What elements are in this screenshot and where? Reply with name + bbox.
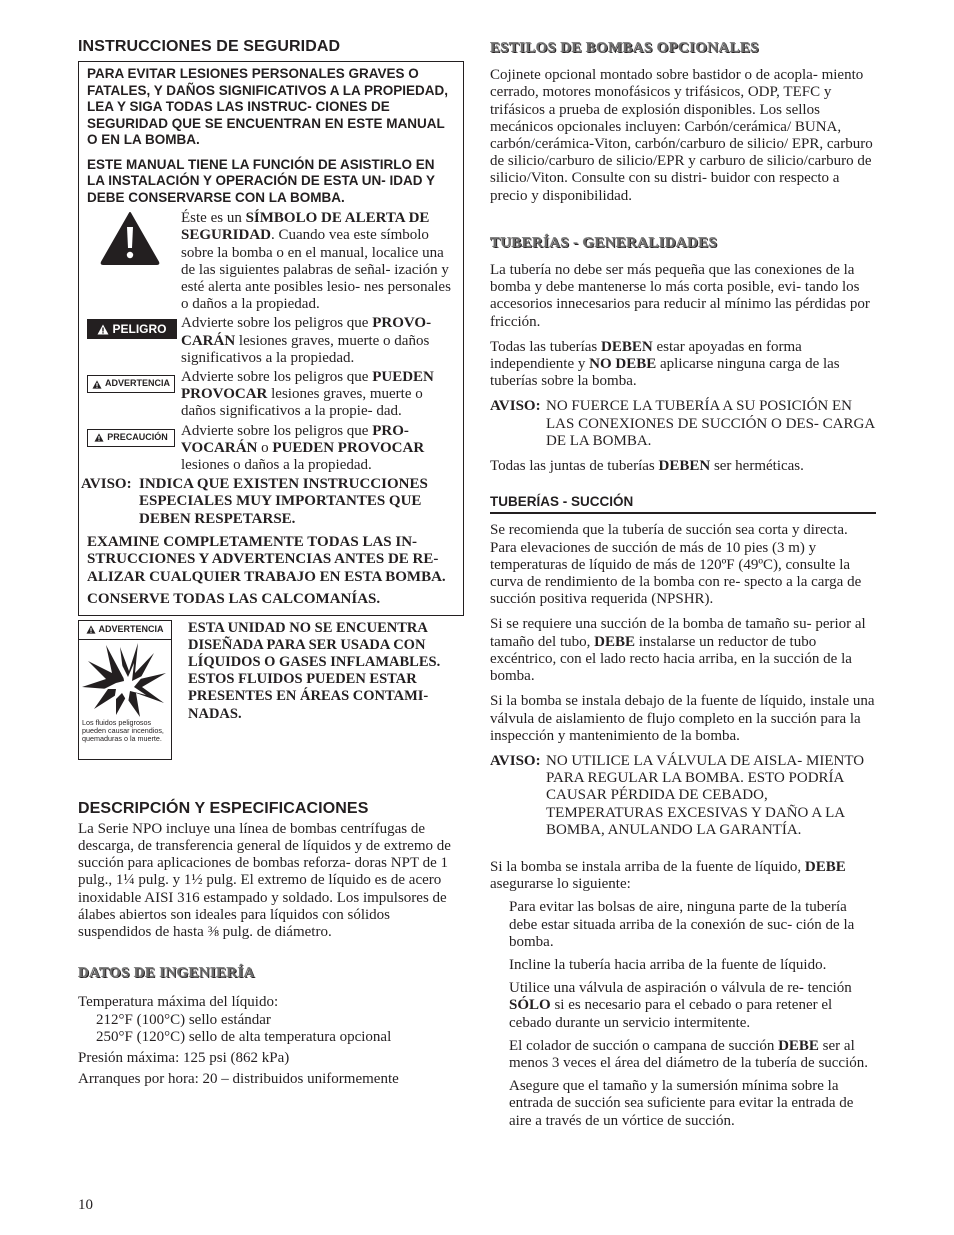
explosion-icon bbox=[80, 641, 168, 719]
alert-symbol-row bbox=[87, 210, 455, 313]
piping-p3: Todas las juntas de tuberías DEBEN ser herméticas. bbox=[490, 458, 804, 475]
peligro-text: Advierte sobre los peligros que PROVO- CARÁN lesiones graves, muerte o daños significativos a la propiedad. bbox=[181, 315, 432, 366]
optional-styles-heading: ESTILOS DE BOMBAS OPCIONALES bbox=[490, 40, 759, 56]
advertencia-row bbox=[87, 369, 455, 421]
explosion-decal-label: ADVERTENCIA bbox=[98, 623, 164, 634]
warning-triangle-icon bbox=[92, 380, 102, 389]
list-item: El colador de succión o campana de succión DEBE ser al menos 3 veces el área del diámetro de la tubería de succión. bbox=[509, 1037, 869, 1071]
suction-requirements-list bbox=[490, 899, 876, 1129]
aviso-label: AVISO: bbox=[81, 476, 132, 493]
aviso-label: AVISO: bbox=[490, 752, 541, 769]
piping-p2: Todas las tuberías DEBEN estar apoyadas en forma independiente y NO DEBE aplicarse ninguna carga de las tuberías sobre la bomba. bbox=[490, 338, 840, 390]
explosion-caption: Los fluidos peligrosos pueden causar incendios, quemaduras o la muerte. bbox=[82, 717, 164, 743]
aviso-piping-notice bbox=[490, 398, 876, 450]
safety-warning-2: ESTE MANUAL TIENE LA FUNCIÓN DE ASISTIRLO EN LA INSTALACIÓN Y OPERACIÓN DE ESTA UN- IDAD Y DEBE CONSERVARSE CON LA BOMBA. bbox=[87, 156, 435, 205]
aviso-label: AVISO: bbox=[490, 398, 541, 415]
above-source-text: Si la bomba se instala arriba de la fuente de líquido, DEBE asegurarse lo siguiente: bbox=[490, 858, 846, 893]
list-item: Para evitar las bolsas de aire, ninguna parte de la tubería debe estar situada arriba de la conexión de suc- ción de la bomba. bbox=[509, 899, 855, 950]
aviso-notice bbox=[81, 476, 455, 528]
description-heading: DESCRIPCIÓN Y ESPECIFICACIONES bbox=[78, 799, 369, 817]
eng-temp-high: 250°F (120°C) sello de alta temperatura opcional bbox=[96, 1028, 392, 1045]
safety-warning-1: PARA EVITAR LESIONES PERSONALES GRAVES O FATALES, Y DAÑOS SIGNIFICATIVOS A LA PROPIEDAD, LEA Y SIGA TODAS LAS INSTRUC- CIONES DE SEGURIDAD QUE SE ENCUENTRAN EN ESTE MANUAL O EN LA BOMBA. bbox=[87, 66, 449, 148]
flammable-text: ESTA UNIDAD NO SE ENCUENTRA DISEÑADA PARA SER USADA CON LÍQUIDOS O GASES INFLAMABLES. ESTOS FLUIDOS PUEDEN ESTAR PRESENTES EN ÁREAS CONTAMI- NADAS. bbox=[188, 619, 441, 722]
advertencia-badge: ADVERTENCIA bbox=[87, 375, 175, 393]
warning-triangle-icon bbox=[94, 433, 104, 442]
precaucion-text: Advierte sobre los peligros que PRO- VOCARÁN o PUEDEN PROVOCAR lesiones o daños a la propiedad. bbox=[181, 422, 425, 474]
list-item: Asegure que el tamaño y la sumersión mínima sobre la entrada de succión sea suficiente para evitar la entrada de aire a través de un vórtice de succión. bbox=[509, 1078, 854, 1129]
eng-pressure: Presión máxima: 125 psi (862 kPa) bbox=[78, 1050, 290, 1066]
alert-symbol-text: Éste es un SÍMBOLO DE ALERTA DE SEGURIDAD. Cuando vea este símbolo sobre la bomba o en el manual, localice una de las siguientes palabras de señal- ización y esté alerta ante posibles lesio- nes personales o daños a la propiedad. bbox=[181, 210, 451, 313]
suction-heading: TUBERÍAS - SUCCIÓN bbox=[490, 493, 876, 514]
precaucion-badge: PRECAUCIÓN bbox=[87, 429, 175, 447]
eng-starts: Arranques por hora: 20 – distribuidos uniformemente bbox=[78, 1071, 399, 1088]
aviso-text: INDICA QUE EXISTEN INSTRUCCIONES ESPECIALES MUY IMPORTANTES QUE DEBEN RESPETARSE. bbox=[139, 476, 428, 527]
engineering-data-heading: DATOS DE INGENIERÍA bbox=[78, 965, 255, 982]
explosion-decal bbox=[78, 620, 172, 760]
page-number: 10 bbox=[78, 1197, 93, 1213]
piping-general-heading: TUBERÍAS - GENERALIDADES bbox=[490, 234, 718, 251]
advertencia-text: Advierte sobre los peligros que PUEDEN PROVOCAR lesiones graves, muerte o daños significativos a la propie- dad. bbox=[181, 369, 434, 420]
flammable-warning bbox=[78, 620, 464, 760]
safety-instructions-heading: INSTRUCCIONES DE SEGURIDAD bbox=[78, 38, 341, 55]
examine-text: EXAMINE COMPLETAMENTE TODAS LAS IN- STRUCCIONES Y ADVERTENCIAS ANTES DE RE- ALIZAR CUALQUIER TRABAJO EN ESTA BOMBA. bbox=[87, 533, 446, 585]
piping-p1: La tubería no debe ser más pequeña que las conexiones de la bomba y debe mantenerse lo más corta posible, evi- tando los accesorios innecesarios para reducir al mínimo las pérdidas por fricción. bbox=[490, 262, 870, 330]
right-column bbox=[490, 40, 876, 1136]
list-item: Utilice una válvula de aspiración o válvula de re- tención SÓLO si es necesario para el cebado o para retener el cebado durante un servicio intermitente. bbox=[509, 980, 852, 1031]
peligro-row bbox=[87, 315, 455, 367]
conserve-text: CONSERVE TODAS LAS CALCOMANÍAS. bbox=[87, 591, 381, 608]
optional-styles-text: Cojinete opcional montado sobre bastidor o de acopla- miento cerrado, motores monofásicos y trifásicos, ODP, TEFC y trifásicos a prueba de explosión disponibles. Los sellos mecánicos opcionales incluyen: Carbón/cerámica/ BUNA, carbón/cerámica-Viton, carbón/carburo de silicio/ EPR, carburo de silicio/carburo de silicio/EPR y carburo de silicio/carburo de silicio/Viton. Consulte con su distri- buidor con respecto a precio y disponibilidad. bbox=[490, 67, 873, 204]
warning-triangle-icon bbox=[97, 324, 109, 335]
warning-triangle-icon bbox=[86, 625, 96, 634]
description-text: La Serie NPO incluye una línea de bombas centrífugas de descarga, de transferencia general de líquidos y de extremo de succión para aplicaciones de bombas reforza- doras NPT de 1 pulg., 1¼ pulg. y 1½ pulg. El extremo de líquido es de acero inoxidable AISI 316 estampado y soldado. Los impulsores de álabes abiertos son ideales para líquidos con sólidos suspendidos de hasta ⅜ pulg. de diámetro. bbox=[78, 820, 451, 940]
aviso-piping-text: NO FUERCE LA TUBERÍA A SU POSICIÓN EN LAS CONEXIONES DE SUCCIÓN O DES- CARGA DE LA BOMBA. bbox=[546, 398, 875, 449]
suction-p1: Se recomienda que la tubería de succión sea corta y directa. Para elevaciones de succión de más de 10 pies (3 m) y temperaturas de líquido de más de 120ºF (49ºC), consulte la curva de rendimiento de la bomba con re- specto a la carga de succión positiva requerida (NPSHR). bbox=[490, 522, 862, 608]
suction-p3: Si la bomba se instala debajo de la fuente de líquido, instale una válvula de aislamiento de flujo completo en la succión para la inspección y mantenimiento de la bomba. bbox=[490, 693, 875, 744]
eng-temp-label: Temperatura máxima del líquido: bbox=[78, 994, 279, 1011]
eng-temp-standard: 212°F (100°C) sello estándar bbox=[96, 1011, 271, 1028]
left-column bbox=[78, 38, 464, 1096]
aviso-valve-text: NO UTILICE LA VÁLVULA DE AISLA- MIENTO PARA REGULAR LA BOMBA. ESTO PODRÍA CAUSAR PÉRDIDA DE CEBADO, TEMPERATURAS EXCESIVAS Y DAÑO A LA BOMBA, ANULANDO LA GARANTÍA. bbox=[546, 752, 865, 838]
safety-box bbox=[78, 61, 464, 615]
suction-p2: Si se requiere una succión de la bomba de tamaño su- perior al tamaño del tubo, DEBE instalarse un reductor de tubo excéntrico, con el lado recto hacia arriba, en la succión de la bomba. bbox=[490, 616, 866, 685]
precaucion-row bbox=[87, 423, 455, 475]
list-item: Incline la tubería hacia arriba de la fuente de líquido. bbox=[509, 956, 827, 973]
aviso-valve-notice bbox=[490, 753, 876, 839]
alert-triangle-icon bbox=[87, 210, 181, 266]
peligro-badge: PELIGRO bbox=[87, 319, 177, 339]
